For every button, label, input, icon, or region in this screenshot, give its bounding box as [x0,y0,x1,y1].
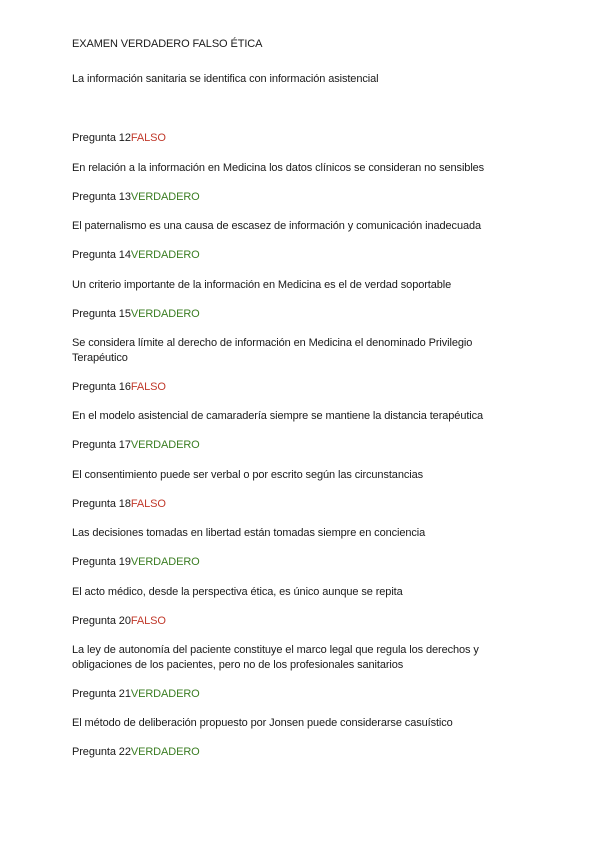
statement-text: En relación a la información en Medicina los datos clínicos se consideran no sensibles [72,162,485,174]
statement-text: Un criterio importante de la información en Medicina es el de verdad soportable [72,279,452,291]
question-line [72,307,532,322]
question-line [72,248,532,263]
question-label: Pregunta 21 [72,688,131,700]
question-label: Pregunta 13 [72,191,131,203]
question-line [72,190,532,205]
question-line [72,131,532,146]
question-line [72,438,532,453]
answer-true: VERDADERO [130,191,200,203]
question-line [72,614,532,629]
question-label: Pregunta 18 [72,498,131,510]
statement-text: El paternalismo es una causa de escasez de información y comunicación inadecuada [72,220,482,232]
answer-true: VERDADERO [130,308,200,320]
question-label: Pregunta 14 [72,249,131,261]
question-line [72,380,532,395]
statement-text: En el modelo asistencial de camaradería siempre se mantiene la distancia terapéutica [72,410,484,422]
statement-text: El acto médico, desde la perspectiva ética, es único aunque se repita [72,586,403,598]
statement-text: Las decisiones tomadas en libertad están tomadas siempre en conciencia [72,527,426,539]
answer-false: FALSO [130,132,166,144]
question-label: Pregunta 19 [72,556,131,568]
statement-text: La ley de autonomía del paciente constituye el marco legal que regula los derechos y obligaciones de los pacientes, pero no de los profesionales sanitarios [72,644,479,671]
statement-text: La información sanitaria se identifica con información asistencial [72,73,379,85]
question-label: Pregunta 17 [72,439,131,451]
answer-false: FALSO [130,615,166,627]
statement-text: El consentimiento puede ser verbal o por escrito según las circunstancias [72,469,424,481]
answer-true: VERDADERO [130,249,200,261]
question-label: Pregunta 12 [72,132,131,144]
answer-true: VERDADERO [130,556,200,568]
question-label: Pregunta 16 [72,381,131,393]
question-line [72,687,532,702]
question-line [72,555,532,570]
answer-true: VERDADERO [130,688,200,700]
question-label: Pregunta 15 [72,308,131,320]
answer-false: FALSO [130,498,166,510]
answer-false: FALSO [130,381,166,393]
answer-true: VERDADERO [130,746,200,758]
question-line [72,497,532,512]
question-label: Pregunta 22 [72,746,131,758]
question-label: Pregunta 20 [72,615,131,627]
answer-true: VERDADERO [130,439,200,451]
statement-text: El método de deliberación propuesto por Jonsen puede considerarse casuístico [72,717,453,729]
document-title: EXAMEN VERDADERO FALSO ÉTICA [72,38,263,50]
question-line [72,745,532,760]
statement-text: Se considera límite al derecho de información en Medicina el denominado Privilegio Terapéutico [72,337,473,364]
